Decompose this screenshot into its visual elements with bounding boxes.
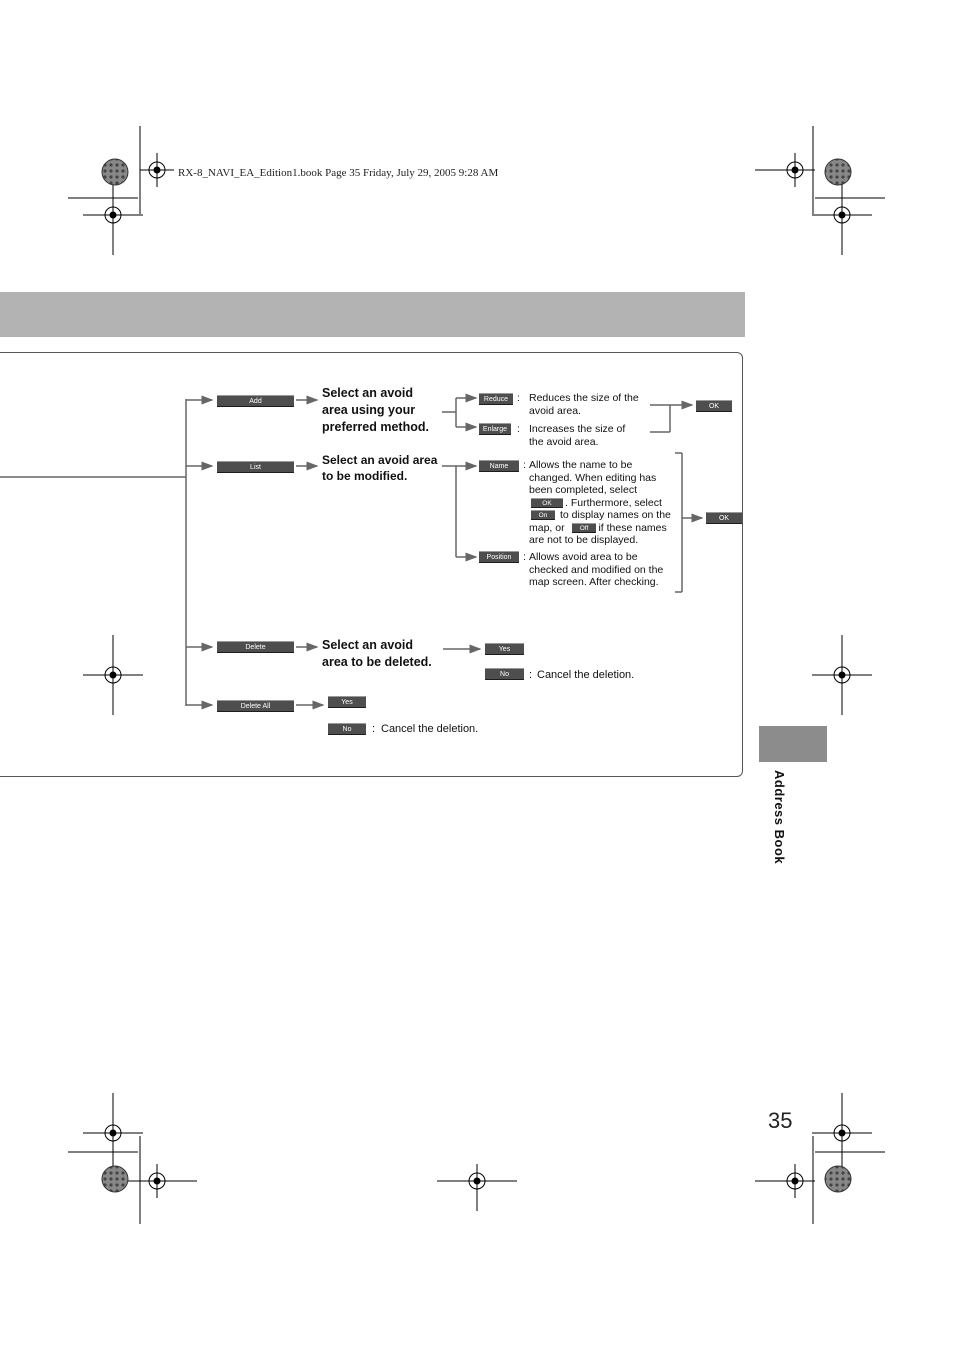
enlarge-button[interactable]: Enlarge	[479, 423, 511, 435]
colon: :	[523, 459, 526, 471]
colon: :	[517, 423, 520, 435]
description-line: Allows avoid area to be	[529, 551, 638, 563]
description-line	[529, 509, 671, 522]
colon: :	[523, 551, 526, 563]
no-button[interactable]: No	[485, 668, 524, 680]
description-line: map screen. After checking.	[529, 576, 659, 588]
on-button[interactable]: On	[531, 510, 555, 520]
description-line: the avoid area.	[529, 435, 599, 448]
yes-button[interactable]: Yes	[485, 643, 524, 655]
step-list	[322, 452, 437, 484]
print-header: RX-8_NAVI_EA_Edition1.book Page 35 Friday, July 29, 2005 9:28 AM	[178, 167, 499, 179]
colon: :	[372, 723, 376, 735]
name-button[interactable]: Name	[479, 460, 519, 472]
position-description	[529, 551, 663, 589]
list-button[interactable]: List	[217, 461, 294, 473]
description-line: been completed, select	[529, 484, 637, 496]
section-label: Address Book	[772, 770, 787, 865]
description-text: . Furthermore, select	[565, 496, 662, 509]
cancel-delete-all-text: Cancel the deletion.	[381, 723, 479, 735]
description-line: checked and modified on the	[529, 563, 664, 576]
step-list-line: to be modified.	[322, 469, 408, 483]
description-line: Reduces the size of the	[529, 392, 639, 404]
description-line: Allows the name to be	[529, 459, 633, 471]
yes-button[interactable]: Yes	[328, 696, 366, 708]
colon: :	[517, 392, 520, 404]
description-text: if these names	[598, 521, 667, 534]
step-delete	[322, 637, 432, 671]
section-header-band	[0, 292, 745, 337]
description-line: are not to be displayed.	[529, 534, 639, 546]
description-line	[529, 522, 671, 535]
description-line: Increases the size of	[529, 423, 626, 435]
reduce-description	[529, 392, 639, 417]
step-add-line: area using your	[322, 403, 416, 417]
description-text: to display names on the	[560, 509, 671, 521]
step-add-line: Select an avoid	[322, 386, 414, 400]
ok-button[interactable]: OK	[706, 512, 742, 524]
ok-inline-button[interactable]: OK	[531, 498, 563, 508]
step-add-line: preferred method.	[322, 420, 429, 434]
step-delete-line: Select an avoid	[322, 638, 414, 652]
ok-button[interactable]: OK	[696, 400, 732, 412]
description-line	[529, 497, 671, 510]
description-line: changed. When editing has	[529, 471, 657, 484]
name-description	[529, 459, 671, 547]
off-button[interactable]: Off	[572, 523, 596, 533]
add-button[interactable]: Add	[217, 395, 294, 407]
delete-all-button[interactable]: Delete All	[217, 700, 294, 712]
reduce-button[interactable]: Reduce	[479, 393, 513, 405]
colon: :	[529, 669, 533, 681]
description-text: map, or	[529, 521, 565, 534]
page-number: 35	[768, 1108, 793, 1133]
enlarge-description	[529, 423, 625, 448]
description-line: avoid area.	[529, 404, 581, 417]
cancel-delete-text: Cancel the deletion.	[537, 669, 635, 681]
delete-button[interactable]: Delete	[217, 641, 294, 653]
step-add	[322, 385, 429, 436]
step-delete-line: area to be deleted.	[322, 655, 432, 669]
position-button[interactable]: Position	[479, 551, 519, 563]
section-tab	[759, 726, 827, 762]
no-button[interactable]: No	[328, 723, 366, 735]
step-list-line: Select an avoid area	[322, 453, 438, 467]
